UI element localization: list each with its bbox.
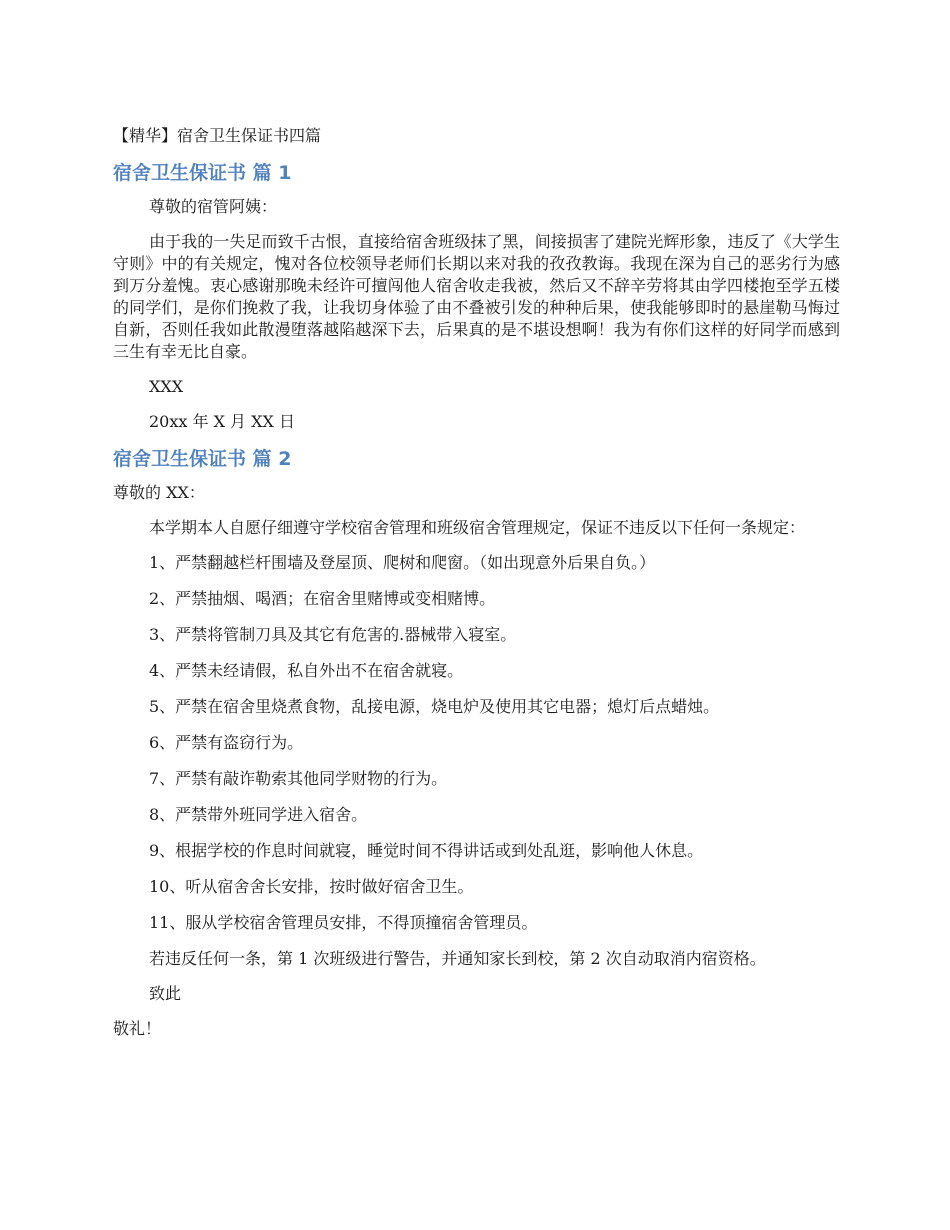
rule-item: 6、严禁有盗窃行为。 bbox=[149, 733, 304, 752]
rule-item: 2、严禁抽烟、喝酒；在宿舍里赌博或变相赌博。 bbox=[149, 589, 496, 608]
rule-item: 3、严禁将管制刀具及其它有危害的.器械带入寝室。 bbox=[149, 625, 517, 644]
section-2-salutation: 尊敬的 XX： bbox=[113, 483, 205, 502]
section-2-regards: 敬礼！ bbox=[113, 1019, 162, 1038]
section-2-intro: 本学期本人自愿仔细遵守学校宿舍管理和班级宿舍管理规定，保证不违反以下任何一条规定： bbox=[149, 518, 806, 537]
section-1-date: 20xx 年 X 月 XX 日 bbox=[149, 412, 296, 431]
section-2-penalty: 若违反任何一条，第 1 次班级进行警告，并通知家长到校，第 2 次自动取消内宿资格。 bbox=[149, 949, 766, 968]
rule-item: 5、严禁在宿舍里烧煮食物，乱接电源，烧电炉及使用其它电器；熄灯后点蜡烛。 bbox=[149, 697, 720, 716]
rule-item: 8、严禁带外班同学进入宿舍。 bbox=[149, 805, 368, 824]
section-1-signature: XXX bbox=[149, 377, 184, 396]
rule-item: 11、服从学校宿舍管理员安排，不得顶撞宿舍管理员。 bbox=[149, 913, 538, 932]
section-1-heading: 宿舍卫生保证书 篇 1 bbox=[113, 162, 292, 184]
document-page bbox=[113, 124, 840, 1053]
section-2-heading: 宿舍卫生保证书 篇 2 bbox=[113, 448, 292, 470]
section-2-closing: 致此 bbox=[149, 984, 182, 1003]
section-1-salutation: 尊敬的宿管阿姨： bbox=[149, 197, 278, 216]
rule-item: 10、听从宿舍舍长安排，按时做好宿舍卫生。 bbox=[149, 877, 474, 896]
rule-item: 4、严禁未经请假，私自外出不在宿舍就寝。 bbox=[149, 661, 464, 680]
document-title: 【精华】宿舍卫生保证书四篇 bbox=[113, 126, 322, 145]
rule-item: 9、根据学校的作息时间就寝，睡觉时间不得讲话或到处乱逛，影响他人休息。 bbox=[149, 841, 704, 860]
rule-item: 7、严禁有敲诈勒索其他同学财物的行为。 bbox=[149, 769, 448, 788]
rule-item: 1、严禁翻越栏杆围墙及登屋顶、爬树和爬窗。（如出现意外后果自负。） bbox=[149, 553, 656, 572]
section-1-body: 由于我的一失足而致千古恨，直接给宿舍班级抹了黑，间接损害了建院光辉形象，违反了《大学生守则》中的有关规定，愧对各位校领导老师们长期以来对我的孜孜教诲。我现在深为自己的恶劣行为感到万分羞愧。衷心感谢那晚未经许可擅闯他人宿舍收走我被，然后又不辞辛劳将其由学四楼抱至学五楼的同学们，是你们挽救了我，让我切身体验了由不叠被引发的种种后果，使我能够即时的悬崖勒马悔过自新，否则任我如此散漫堕落越陷越深下去，后果真的是不堪设想啊！我为有你们这样的好同学而感到三生有幸无比自豪。 bbox=[113, 232, 840, 361]
